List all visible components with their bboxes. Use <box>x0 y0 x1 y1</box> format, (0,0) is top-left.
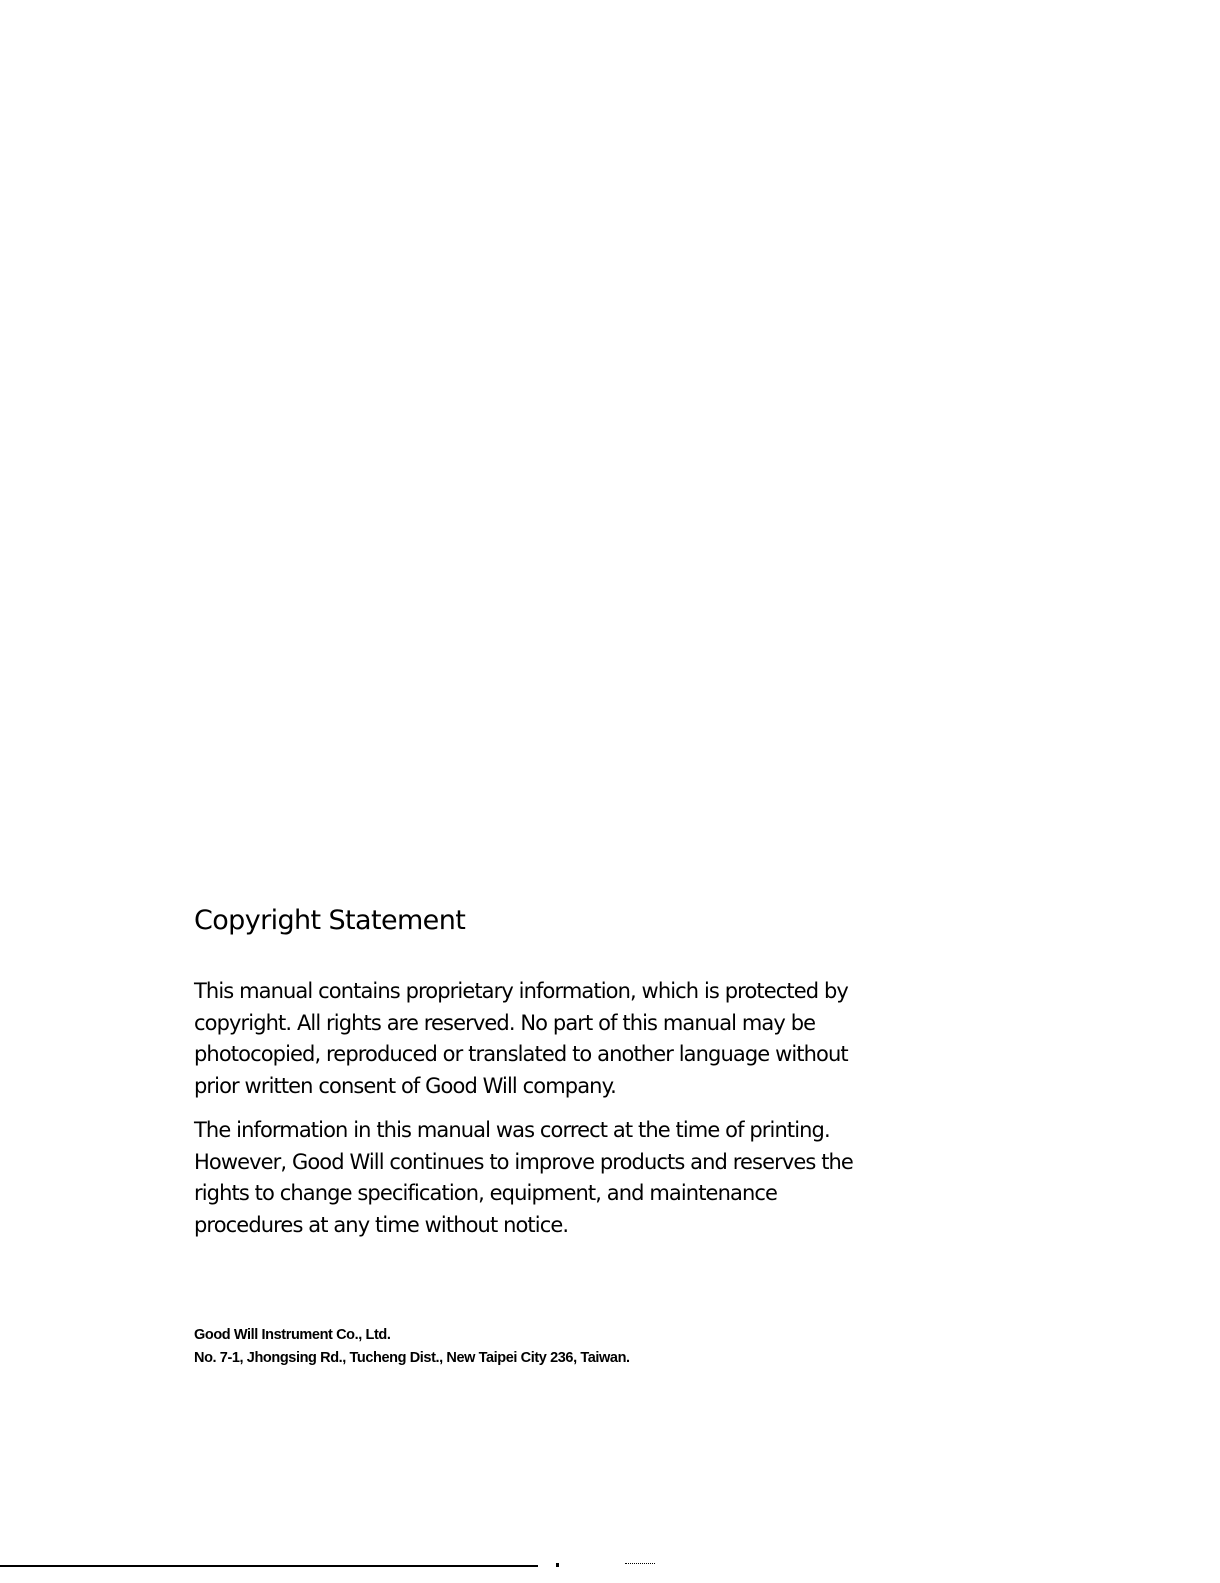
paragraph-line: prior written consent of Good Will company. <box>194 1073 616 1098</box>
company-name: Good Will Instrument Co., Ltd. <box>194 1327 391 1343</box>
paragraph-line: However, Good Will continues to improve products and reserves the <box>194 1149 853 1174</box>
footer-mark <box>625 1563 655 1564</box>
paragraph-line: photocopied, reproduced or translated to another language without <box>194 1042 848 1066</box>
copyright-heading: Copyright Statement <box>194 905 466 936</box>
copyright-section <box>194 902 974 1254</box>
footer-mark <box>556 1563 559 1567</box>
company-info <box>194 1324 630 1370</box>
copyright-paragraph-2 <box>194 1115 974 1241</box>
paragraph-line: copyright. All rights are reserved. No part of this manual may be <box>194 1010 816 1035</box>
paragraph-line: This manual contains proprietary information, which is protected by <box>194 979 848 1003</box>
paragraph-line: The information in this manual was correct at the time of printing. <box>194 1118 830 1142</box>
footer-rule <box>0 1565 538 1567</box>
copyright-paragraph-1 <box>194 976 974 1102</box>
company-address: No. 7-1, Jhongsing Rd., Tucheng Dist., New Taipei City 236, Taiwan. <box>194 1350 630 1366</box>
paragraph-line: rights to change specification, equipment, and maintenance <box>194 1181 778 1205</box>
paragraph-line: procedures at any time without notice. <box>194 1212 569 1237</box>
